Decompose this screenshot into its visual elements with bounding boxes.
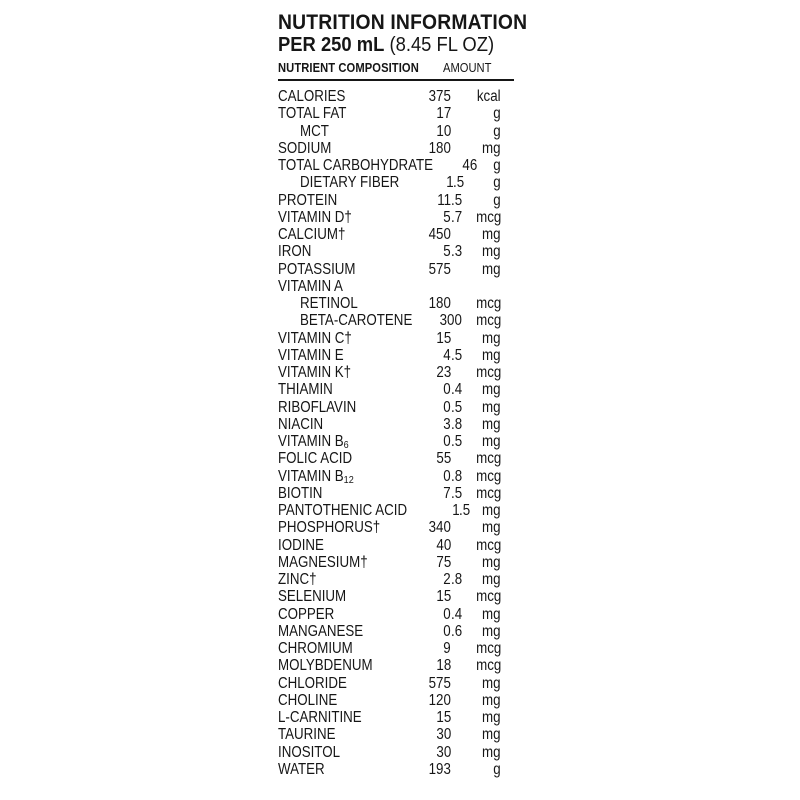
amount-unit: mg <box>482 709 501 726</box>
amount-value-frac: .4 <box>451 381 463 399</box>
nutrient-name: VITAMIN E <box>278 346 344 364</box>
nutrient-name: CHOLINE <box>278 691 338 709</box>
table-row <box>278 744 514 761</box>
amount-value-frac: .3 <box>451 243 463 261</box>
amount-unit: g <box>493 122 501 140</box>
table-row <box>278 261 514 278</box>
nutrient-name: TAURINE <box>278 726 336 744</box>
amount-unit: mg <box>482 519 501 537</box>
amount-value-int: 15 <box>436 588 451 606</box>
nutrient-name: CALORIES <box>278 88 346 105</box>
amount-value-int: 17 <box>436 105 451 123</box>
nutrient-name: CHROMIUM <box>278 640 353 657</box>
amount-value-frac: .8 <box>451 467 463 485</box>
nutrient-name-subscript: 6 <box>343 439 349 451</box>
nutrient-name: INOSITOL <box>278 743 340 761</box>
nutrient-name: IODINE <box>278 536 324 554</box>
amount-unit: mcg <box>475 208 501 226</box>
amount-unit: mg <box>482 502 501 519</box>
amount-value-int: 15 <box>436 709 451 726</box>
label-title-text: NUTRITION INFORMATION <box>278 11 528 34</box>
amount-value-int: 575 <box>428 674 451 692</box>
table-row <box>278 450 514 467</box>
nutrient-name: RIBOFLAVIN <box>278 398 357 416</box>
amount-value-frac: .7 <box>451 208 463 226</box>
amount-unit: mg <box>482 571 501 588</box>
amount-unit: g <box>493 191 501 209</box>
nutrient-name: MCT <box>300 122 329 140</box>
amount-value-int: 5 <box>443 243 451 261</box>
table-row <box>278 312 514 329</box>
amount-value-int: 180 <box>428 295 451 312</box>
amount-unit: mg <box>482 346 501 364</box>
table-row <box>278 571 514 588</box>
amount-value-int: 3 <box>443 415 451 433</box>
amount-value-int: 1 <box>445 174 454 192</box>
nutrient-name: SODIUM <box>278 139 332 157</box>
amount-unit: mcg <box>475 657 501 675</box>
nutrient-name: DIETARY FIBER <box>300 174 400 192</box>
amount-unit: mg <box>482 605 501 623</box>
amount-value-frac: .5 <box>451 484 463 502</box>
table-row <box>278 364 514 381</box>
nutrient-name: POTASSIUM <box>278 260 356 278</box>
amount-unit: mcg <box>475 484 501 502</box>
amount-value-int: 120 <box>428 691 451 709</box>
table-row <box>278 761 514 778</box>
amount-unit: kcal <box>477 88 501 105</box>
table-row <box>278 709 514 726</box>
table-row <box>278 278 514 295</box>
nutrient-name: VITAMIN D† <box>278 208 352 226</box>
amount-value-frac: .5 <box>451 398 463 416</box>
amount-unit: mcg <box>475 295 501 312</box>
amount-unit: mg <box>482 674 501 692</box>
nutrient-name: L-CARNITINE <box>278 709 362 726</box>
nutrient-name: NIACIN <box>278 415 324 433</box>
amount-value-int: 300 <box>439 312 462 330</box>
amount-value-frac: .8 <box>451 571 463 588</box>
table-row <box>278 381 514 398</box>
nutrient-name: SELENIUM <box>278 588 347 606</box>
table-row <box>278 105 514 122</box>
amount-unit: mg <box>482 329 501 347</box>
nutrient-name: BETA-CAROTENE <box>300 312 413 330</box>
table-row <box>278 588 514 605</box>
table-row <box>278 295 514 312</box>
amount-value-int: 30 <box>436 743 451 761</box>
amount-value-int: 2 <box>443 571 451 588</box>
nutrient-name-subscript: 12 <box>343 473 354 486</box>
table-row <box>278 88 514 105</box>
nutrient-name: THIAMIN <box>278 381 333 399</box>
amount-value-int: 15 <box>436 329 451 347</box>
table-row <box>278 140 514 157</box>
nutrient-name: FOLIC ACID <box>278 450 353 468</box>
amount-unit: mg <box>482 433 501 450</box>
table-row <box>278 399 514 416</box>
amount-value-int: 7 <box>443 484 451 502</box>
nutrient-name: MOLYBDENUM <box>278 657 373 675</box>
amount-value-int: 55 <box>436 450 451 468</box>
nutrient-name: TOTAL FAT <box>278 105 347 123</box>
nutrient-name: CALCIUM† <box>278 226 346 243</box>
amount-unit: mg <box>482 260 501 278</box>
amount-value-int: 450 <box>428 226 451 243</box>
nutrient-name: MAGNESIUM† <box>278 553 368 571</box>
table-row <box>278 192 514 209</box>
serving-size-line <box>278 34 514 56</box>
table-row <box>278 157 514 174</box>
amount-value-frac: .8 <box>451 415 463 433</box>
amount-unit: mcg <box>475 467 501 485</box>
nutrient-name: ZINC† <box>278 571 317 588</box>
amount-value-int: 0 <box>443 381 451 399</box>
table-row <box>278 519 514 536</box>
table-row <box>278 537 514 554</box>
amount-unit: g <box>493 760 501 778</box>
column-header-nutrient: NUTRIENT COMPOSITION <box>278 60 419 75</box>
amount-value-int: 1 <box>451 502 460 519</box>
table-row <box>278 485 514 502</box>
amount-unit: g <box>493 105 501 123</box>
nutrient-name: VITAMIN K† <box>278 364 352 381</box>
table-row <box>278 174 514 191</box>
amount-unit: g <box>493 157 502 174</box>
table-row <box>278 243 514 260</box>
header-divider-rule <box>278 79 514 81</box>
table-row <box>278 623 514 640</box>
amount-unit: mcg <box>475 364 501 381</box>
amount-unit: mg <box>482 726 501 744</box>
amount-value-frac: .5 <box>459 502 471 519</box>
table-row <box>278 433 514 450</box>
amount-value-frac: .5 <box>451 433 463 450</box>
nutrient-name: TOTAL CARBOHYDRATE <box>278 157 434 174</box>
table-row <box>278 657 514 674</box>
amount-value-int: 10 <box>436 122 451 140</box>
nutrient-name: CHLORIDE <box>278 674 347 692</box>
nutrient-name: IRON <box>278 243 312 261</box>
table-row <box>278 416 514 433</box>
amount-unit: mg <box>482 381 501 399</box>
amount-value-frac: .4 <box>451 605 463 623</box>
amount-value-int: 0 <box>443 467 451 485</box>
amount-value-int: 5 <box>443 208 451 226</box>
amount-value-int: 0 <box>443 398 451 416</box>
amount-value-int: 18 <box>436 657 451 675</box>
table-row <box>278 640 514 657</box>
table-row <box>278 209 514 226</box>
amount-unit: mg <box>482 226 501 243</box>
table-row <box>278 347 514 364</box>
nutrient-name: PROTEIN <box>278 191 338 209</box>
amount-value-int: 340 <box>428 519 451 537</box>
amount-value-frac: .5 <box>451 346 463 364</box>
nutrient-name: VITAMIN C† <box>278 329 352 347</box>
table-row <box>278 606 514 623</box>
table-row <box>278 726 514 743</box>
amount-value-int: 23 <box>436 364 451 381</box>
amount-value-int: 193 <box>428 760 451 778</box>
amount-value-int: 0 <box>443 622 451 640</box>
amount-unit: mcg <box>475 450 501 468</box>
label-title <box>278 11 528 34</box>
amount-value-int: 46 <box>462 157 478 174</box>
serving-size-note: (8.45 FL OZ) <box>384 34 495 56</box>
amount-value-int: 575 <box>428 260 451 278</box>
table-row <box>278 330 514 347</box>
nutrient-name: BIOTIN <box>278 484 323 502</box>
amount-unit: g <box>493 174 501 192</box>
amount-value-int: 11 <box>437 191 451 209</box>
amount-value-int: 180 <box>428 139 451 157</box>
serving-size-bold: PER 250 mL <box>278 34 385 56</box>
amount-unit: mcg <box>475 312 501 330</box>
table-row <box>278 554 514 571</box>
amount-unit: mg <box>482 743 501 761</box>
nutrient-name: VITAMIN B12 <box>278 467 354 486</box>
amount-value-int: 0 <box>443 433 451 450</box>
column-header-row <box>278 60 514 76</box>
amount-unit: mg <box>482 553 501 571</box>
nutrient-name: VITAMIN A <box>278 277 343 295</box>
table-row <box>278 123 514 140</box>
table-row <box>278 502 514 519</box>
amount-value-int: 40 <box>436 536 451 554</box>
amount-unit: mg <box>482 691 501 709</box>
nutrient-name: PHOSPHORUS† <box>278 519 381 537</box>
amount-unit: mg <box>482 139 501 157</box>
nutrition-label <box>278 11 528 778</box>
amount-unit: mg <box>482 243 501 261</box>
table-row <box>278 468 514 485</box>
amount-unit: mcg <box>475 588 501 606</box>
amount-value-frac: .5 <box>451 191 463 209</box>
amount-unit: mcg <box>475 536 501 554</box>
column-header-amount: AMOUNT <box>443 60 492 75</box>
amount-unit: mg <box>482 415 501 433</box>
amount-unit: mcg <box>475 640 501 657</box>
table-row <box>278 675 514 692</box>
amount-value-int: 9 <box>443 640 451 657</box>
amount-unit: mg <box>482 622 501 640</box>
table-row <box>278 692 514 709</box>
nutrient-name: WATER <box>278 760 325 778</box>
amount-unit: mg <box>482 398 501 416</box>
nutrient-name: RETINOL <box>300 295 358 312</box>
amount-value-int: 30 <box>436 726 451 744</box>
nutrition-rows <box>278 88 514 778</box>
amount-value-int: 4 <box>443 346 451 364</box>
nutrient-name: PANTOTHENIC ACID <box>278 502 408 519</box>
table-row <box>278 226 514 243</box>
nutrient-name: COPPER <box>278 605 335 623</box>
nutrient-name: MANGANESE <box>278 622 364 640</box>
amount-value-int: 0 <box>443 605 451 623</box>
amount-value-int: 375 <box>428 88 451 105</box>
amount-value-int: 75 <box>436 553 451 571</box>
amount-value-frac: .5 <box>453 174 465 192</box>
amount-value-frac: .6 <box>451 622 463 640</box>
nutrient-name: VITAMIN B6 <box>278 433 349 451</box>
